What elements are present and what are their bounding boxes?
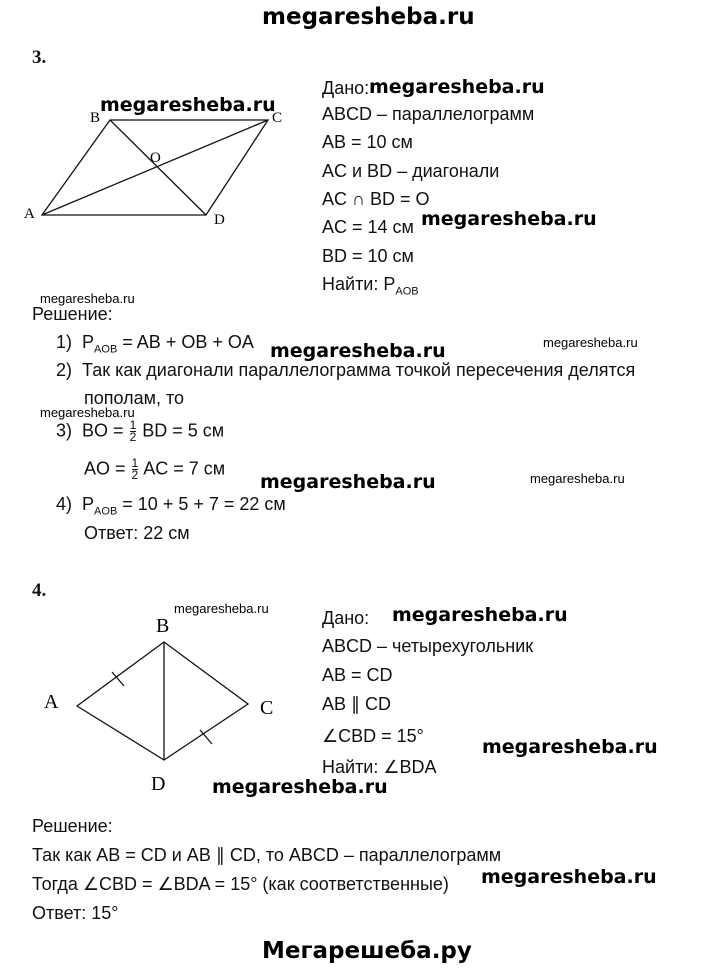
task3-parallelogram-figure [20,100,300,230]
task3-step-3a: 3) BO = $\frac{1}{2}$ BD = 5 см [56,418,225,444]
header-site-title: megaresheba.ru [262,4,475,30]
task3-solution-label: Решение: [32,304,113,324]
watermark: megaresheba.ru [392,604,568,626]
watermark: megaresheba.ru [530,471,625,486]
vertex-B-label: B [156,615,170,637]
task4-solution-line-2: Тогда ∠CBD = ∠BDA = 15° (как соответственные) [32,874,449,894]
vertex-C-label: C [272,110,283,126]
task3-step-1: 1) $P_{AOB}$ = AB + OB + OA [56,332,254,356]
watermark: megaresheba.ru [260,471,436,493]
footer-site-title: Мегарешеба.ру [262,938,472,964]
task3-find: Найти: $P_{AOB}$ [322,274,419,298]
task4-find: Найти: ∠BDA [322,757,437,777]
task3-given-4: AC ∩ BD = O [322,189,430,209]
task3-step-2-line2: пополам, то [84,388,185,408]
watermark: megaresheba.ru [212,776,388,798]
task4-quadrilateral-figure [40,608,290,798]
watermark: megaresheba.ru [543,335,638,350]
watermark: megaresheba.ru [40,291,135,306]
task3-given-6: BD = 10 см [322,246,414,266]
vertex-D-label: D [151,773,166,795]
vertex-A-label: A [24,206,35,222]
watermark: megaresheba.ru [100,94,276,116]
fraction-one-half: $\frac{1}{2}$ [131,456,139,482]
vertex-C-label: C [260,697,274,719]
task3-number: 3. [32,47,47,68]
task3-step-3b: AO = $\frac{1}{2}$ AC = 7 см [84,456,226,482]
watermark: megaresheba.ru [174,601,269,616]
watermark: megaresheba.ru [421,208,597,230]
task4-given-4: ∠CBD = 15° [322,726,424,746]
task3-step-4: 4) $P_{AOB} = 10 + 5 + 7 = 22$ см [56,494,286,518]
task4-given-3: AB ∥ CD [322,694,392,714]
task4-solution-label: Решение: [32,816,113,836]
watermark: megaresheba.ru [270,340,446,362]
task3-given-3: AC и BD – диагонали [322,161,500,181]
point-O-label: O [150,150,161,166]
vertex-A-label: A [44,691,59,713]
watermark: megaresheba.ru [481,866,657,888]
task3-step-2-line1: 2) Так как диагонали параллелограмма точкой пересечения делятся [56,360,636,380]
task4-number: 4. [32,580,47,601]
watermark: megaresheba.ru [482,736,658,758]
task4-given-label: Дано: [322,608,370,628]
vertex-D-label: D [214,212,225,228]
task4-solution-line-1: Так как AB = CD и AB ∥ CD, то ABCD – параллелограмм [32,845,502,865]
task3-answer: Ответ: 22 см [84,523,190,543]
watermark: megaresheba.ru [369,76,545,98]
task4-given-2: AB = CD [322,665,393,685]
task3-given-5: AC = 14 см [322,217,414,237]
watermark: megaresheba.ru [40,405,135,420]
fraction-one-half: $\frac{1}{2}$ [129,418,137,444]
task4-given-1: ABCD – четырехугольник [322,636,534,656]
task3-given-1: ABCD – параллелограмм [322,104,535,124]
task3-given-label: Дано: [322,78,370,98]
vertex-B-label: B [90,110,101,126]
task4-answer: Ответ: 15° [32,903,119,923]
task3-given-2: AB = 10 см [322,132,413,152]
